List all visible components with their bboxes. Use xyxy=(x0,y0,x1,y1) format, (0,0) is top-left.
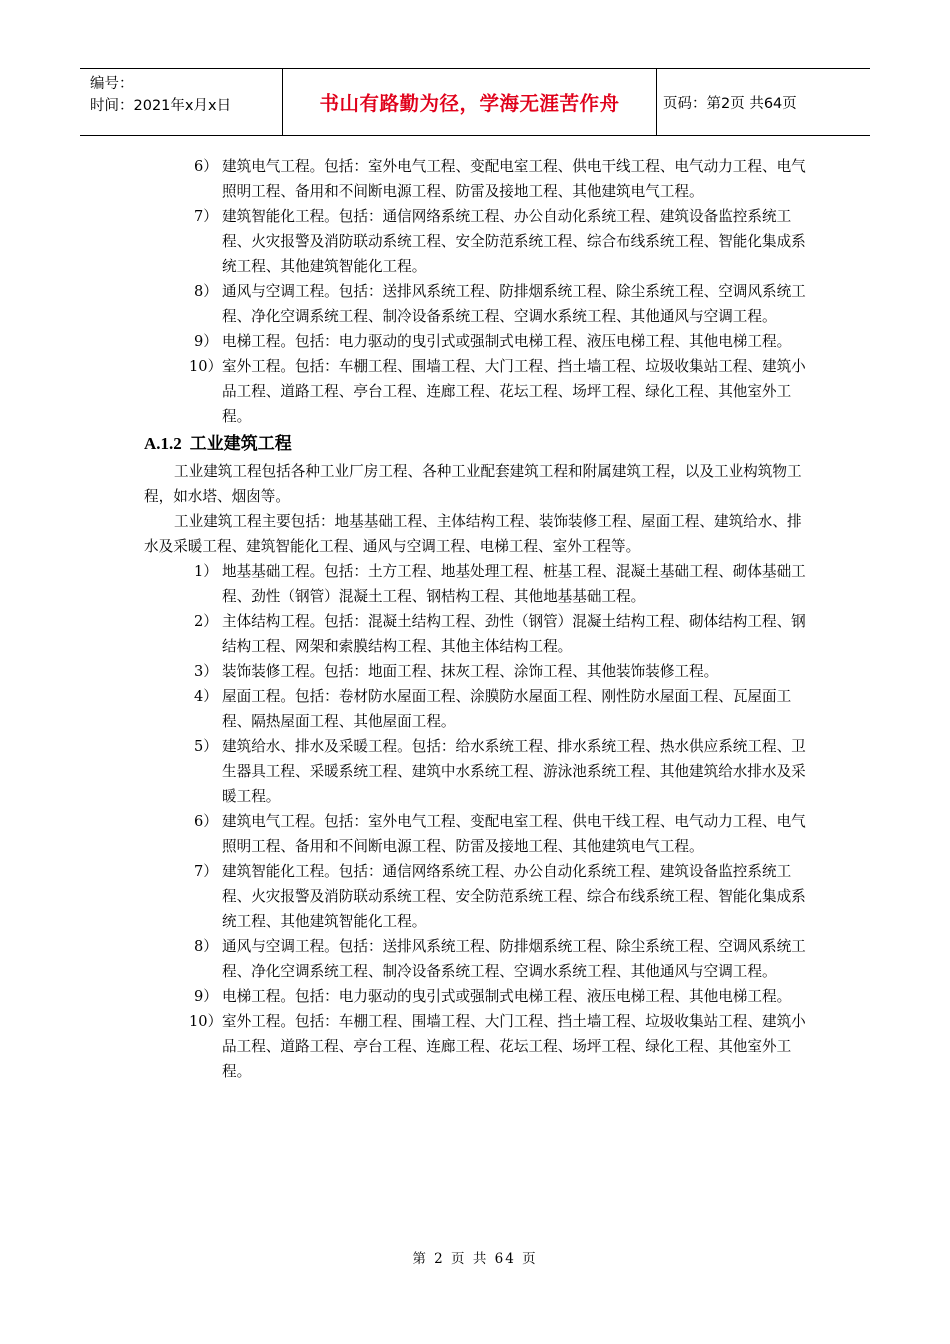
list-item xyxy=(144,204,809,279)
serial-label: 编号： xyxy=(90,76,134,92)
page-header xyxy=(80,68,870,136)
item-number: 9） xyxy=(194,988,218,1005)
item-text: 通风与空调工程。包括：送排风系统工程、防排烟系统工程、除尘系统工程、空调风系统工程、净化空调系统工程、制冷设备系统工程、空调水系统工程、其他通风与空调工程。 xyxy=(222,938,806,980)
section-heading xyxy=(144,430,809,458)
item-text: 通风与空调工程。包括：送排风系统工程、防排烟系统工程、除尘系统工程、空调风系统工程、净化空调系统工程、制冷设备系统工程、空调水系统工程、其他通风与空调工程。 xyxy=(222,283,806,325)
section-number: A.1.2 xyxy=(144,434,182,453)
section-title: 工业建筑工程 xyxy=(189,434,292,454)
item-text: 地基基础工程。包括：土方工程、地基处理工程、桩基工程、混凝土基础工程、砌体基础工程、劲性（钢管）混凝土工程、钢桔构工程、其他地基基础工程。 xyxy=(222,563,806,605)
item-number: 1） xyxy=(194,563,218,580)
list-item xyxy=(144,734,809,809)
document-body xyxy=(144,154,809,1084)
item-number: 7） xyxy=(194,863,218,880)
item-number: 10） xyxy=(189,358,223,375)
item-text: 室外工程。包括：车棚工程、围墙工程、大门工程、挡土墙工程、垃圾收集站工程、建筑小品工程、道路工程、亭台工程、连廊工程、花坛工程、场坪工程、绿化工程、其他室外工程。 xyxy=(222,358,806,425)
list-item xyxy=(144,609,809,659)
item-number: 9） xyxy=(194,333,218,350)
item-text: 主体结构工程。包括：混凝土结构工程、劲性（钢管）混凝土结构工程、砌体结构工程、钢结构工程、网架和索膜结构工程、其他主体结构工程。 xyxy=(222,613,806,655)
item-text: 建筑电气工程。包括：室外电气工程、变配电室工程、供电干线工程、电气动力工程、电气照明工程、备用和不间断电源工程、防雷及接地工程、其他建筑电气工程。 xyxy=(222,813,806,855)
item-number: 2） xyxy=(194,613,218,630)
item-number: 8） xyxy=(194,938,218,955)
list-item xyxy=(144,659,809,684)
header-page-label: 页码：第2页 共64页 xyxy=(663,95,797,112)
item-text: 室外工程。包括：车棚工程、围墙工程、大门工程、挡土墙工程、垃圾收集站工程、建筑小品工程、道路工程、亭台工程、连廊工程、花坛工程、场坪工程、绿化工程、其他室外工程。 xyxy=(222,1013,806,1080)
header-motto: 书山有路勤为径，学海无涯苦作舟 xyxy=(282,69,657,135)
time-label: 时间：2021年x月x日 xyxy=(90,98,232,114)
list-item xyxy=(144,154,809,204)
list-item xyxy=(144,934,809,984)
list-item xyxy=(144,984,809,1009)
item-text: 建筑电气工程。包括：室外电气工程、变配电室工程、供电干线工程、电气动力工程、电气照明工程、备用和不间断电源工程、防雷及接地工程、其他建筑电气工程。 xyxy=(222,158,806,200)
list-item xyxy=(144,1009,809,1084)
item-number: 4） xyxy=(194,688,218,705)
list-item xyxy=(144,354,809,429)
item-number: 3） xyxy=(194,663,218,680)
list-section-a xyxy=(144,154,809,429)
item-number: 6） xyxy=(194,158,218,175)
item-text: 屋面工程。包括：卷材防水屋面工程、涂膜防水屋面工程、刚性防水屋面工程、瓦屋面工程、隔热屋面工程、其他屋面工程。 xyxy=(222,688,792,730)
item-number: 7） xyxy=(194,208,218,225)
item-text: 建筑智能化工程。包括：通信网络系统工程、办公自动化系统工程、建筑设备监控系统工程、火灾报警及消防联动系统工程、安全防范系统工程、综合布线系统工程、智能化集成系统工程、其他建筑智能化工程。 xyxy=(222,863,806,930)
list-section-b xyxy=(144,559,809,1084)
item-text: 电梯工程。包括：电力驱动的曳引式或强制式电梯工程、液压电梯工程、其他电梯工程。 xyxy=(222,333,792,350)
item-number: 10） xyxy=(189,1013,223,1030)
item-number: 6） xyxy=(194,813,218,830)
list-item xyxy=(144,684,809,734)
paragraph-scope: 工业建筑工程主要包括：地基基础工程、主体结构工程、装饰装修工程、屋面工程、建筑给水、排水及采暖工程、建筑智能化工程、通风与空调工程、电梯工程、室外工程等。 xyxy=(144,513,802,555)
item-text: 建筑给水、排水及采暖工程。包括：给水系统工程、排水系统工程、热水供应系统工程、卫生器具工程、采暖系统工程、建筑中水系统工程、游泳池系统工程、其他建筑给水排水及采暖工程。 xyxy=(222,738,806,805)
header-meta xyxy=(80,69,282,135)
list-item xyxy=(144,279,809,329)
item-number: 5） xyxy=(194,738,218,755)
paragraph-intro: 工业建筑工程包括各种工业厂房工程、各种工业配套建筑工程和附属建筑工程，以及工业构筑物工程，如水塔、烟囱等。 xyxy=(144,463,802,505)
list-item xyxy=(144,559,809,609)
list-item xyxy=(144,859,809,934)
page-footer: 第 2 页 共 64 页 xyxy=(412,1251,538,1267)
item-text: 装饰装修工程。包括：地面工程、抹灰工程、涂饰工程、其他装饰装修工程。 xyxy=(222,663,719,680)
list-item xyxy=(144,809,809,859)
item-text: 电梯工程。包括：电力驱动的曳引式或强制式电梯工程、液压电梯工程、其他电梯工程。 xyxy=(222,988,792,1005)
item-text: 建筑智能化工程。包括：通信网络系统工程、办公自动化系统工程、建筑设备监控系统工程、火灾报警及消防联动系统工程、安全防范系统工程、综合布线系统工程、智能化集成系统工程、其他建筑智能化工程。 xyxy=(222,208,806,275)
item-number: 8） xyxy=(194,283,218,300)
list-item xyxy=(144,329,809,354)
